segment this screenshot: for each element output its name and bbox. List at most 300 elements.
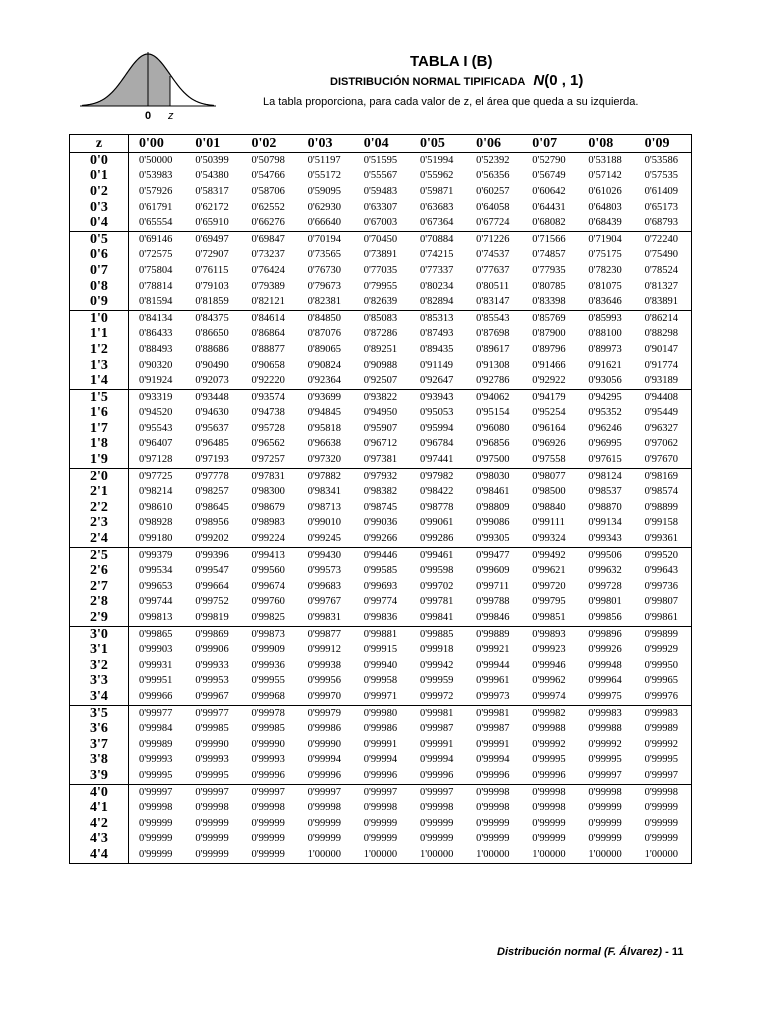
- table-row: [70, 263, 692, 279]
- table-cell: 0'88686: [195, 343, 229, 355]
- table-cell: 0'99999: [532, 833, 566, 845]
- row-z-value: 0'0: [70, 153, 129, 169]
- row-z-value: 2'6: [70, 563, 129, 579]
- table-cell: 0'95254: [532, 407, 566, 419]
- table-cell: 0'99923: [532, 644, 566, 656]
- table-cell: 0'99968: [251, 690, 285, 702]
- table-cell: 0'99999: [185, 847, 241, 863]
- table-cell: 0'99999: [635, 832, 692, 848]
- table-cell: 0'99702: [419, 580, 454, 592]
- table-cell: 0'98461: [476, 486, 510, 498]
- table-cell: 0'65910: [195, 217, 229, 229]
- table-cell: 0'98983: [251, 517, 285, 529]
- col-header: 0'05: [410, 135, 466, 153]
- table-cell: 0'90147: [635, 342, 692, 358]
- table-row: [70, 200, 692, 216]
- table-cell: 0'90658: [251, 359, 285, 371]
- table-cell: 0'99813: [139, 612, 173, 624]
- table-row: [70, 231, 692, 247]
- table-cell: 0'67003: [363, 217, 398, 229]
- table-cell: 0'67724: [476, 217, 510, 229]
- table-cell: 0'82894: [419, 296, 454, 308]
- table-cell: 1'00000: [410, 847, 466, 863]
- table-cell: 0'61791: [139, 201, 173, 213]
- row-z-value: 2'7: [70, 579, 129, 595]
- table-cell: 0'99998: [139, 802, 173, 814]
- row-z-value: 1'6: [70, 406, 129, 422]
- table-cell: 0'99086: [476, 517, 510, 529]
- table-cell: 0'68439: [588, 217, 622, 229]
- table-cell: 0'90490: [195, 359, 229, 371]
- shaded-area: [82, 54, 170, 106]
- table-cell: 0'98713: [307, 501, 342, 513]
- table-cell: 0'81859: [195, 296, 229, 308]
- table-cell: 0'79673: [307, 280, 342, 292]
- table-cell: 0'98870: [588, 501, 622, 513]
- table-cell: 0'98169: [635, 468, 692, 484]
- table-cell: 0'99987: [476, 723, 510, 735]
- table-row: [70, 169, 692, 185]
- table-cell: 0'92647: [419, 375, 454, 387]
- table-cell: 1'00000: [522, 847, 578, 863]
- table-cell: 0'95154: [476, 407, 510, 419]
- table-cell: 0'80785: [532, 280, 566, 292]
- table-cell: 0'99944: [476, 659, 510, 671]
- table-cell: 0'85993: [578, 310, 634, 326]
- table-cell: 0'97932: [354, 468, 410, 484]
- table-cell: 0'99992: [532, 738, 566, 750]
- table-cell: 0'97441: [419, 454, 454, 466]
- table-cell: 0'99990: [195, 738, 229, 750]
- row-z-value: 0'7: [70, 263, 129, 279]
- table-cell: 0'99976: [635, 689, 692, 705]
- table-cell: 0'91308: [476, 359, 510, 371]
- table-cell: 0'99819: [195, 612, 229, 624]
- table-cell: 0'84134: [129, 310, 186, 326]
- notation-params: (0 , 1): [544, 72, 584, 89]
- table-cell: 0'99999: [419, 817, 454, 829]
- col-header: 0'03: [298, 135, 354, 153]
- table-cell: 0'53188: [588, 154, 622, 166]
- table-cell: 1'00000: [354, 847, 410, 863]
- table-cell: 0'93699: [298, 389, 354, 405]
- table-cell: 0'99995: [635, 753, 692, 769]
- table-cell: 0'98679: [251, 501, 285, 513]
- table-row: [70, 406, 692, 422]
- table-cell: 0'73565: [307, 249, 342, 261]
- table-cell: 0'99896: [578, 626, 634, 642]
- table-cell: 0'61026: [588, 185, 622, 197]
- table-cell: 0'94630: [195, 407, 229, 419]
- table-cell: 0'99998: [251, 802, 285, 814]
- table-cell: 0'85083: [354, 310, 410, 326]
- notation-n: N: [533, 72, 545, 89]
- table-row: [70, 248, 692, 264]
- table-cell: 0'99958: [363, 675, 398, 687]
- table-cell: 0'88877: [251, 343, 285, 355]
- table-row: [70, 547, 692, 563]
- row-z-value: 1'1: [70, 327, 129, 343]
- row-z-value: 4'2: [70, 816, 129, 832]
- table-cell: 0'95728: [251, 422, 285, 434]
- table-cell: 0'85543: [466, 310, 522, 326]
- table-cell: 0'97831: [241, 468, 297, 484]
- table-cell: 0'94408: [635, 389, 692, 405]
- table-cell: 0'98030: [466, 468, 522, 484]
- table-cell: 0'81594: [139, 296, 173, 308]
- table-cell: 0'94950: [363, 407, 398, 419]
- table-cell: 0'99999: [476, 817, 510, 829]
- table-cell: 0'98809: [476, 501, 510, 513]
- table-cell: 0'99999: [363, 817, 398, 829]
- table-row: [70, 847, 692, 863]
- col-header: 0'08: [578, 135, 634, 153]
- table-cell: 0'87286: [363, 328, 398, 340]
- table-cell: 0'91924: [139, 375, 173, 387]
- row-z-value: 0'5: [70, 231, 129, 247]
- table-cell: 0'99899: [635, 626, 692, 642]
- table-cell: 0'99111: [532, 517, 565, 529]
- table-cell: 0'95994: [419, 422, 454, 434]
- table-cell: 0'98341: [307, 486, 342, 498]
- table-cell: 0'80511: [476, 280, 510, 292]
- table-cell: 0'99993: [251, 754, 285, 766]
- footer-text: Distribución normal (F. Álvarez): [497, 946, 663, 958]
- table-cell: 0'99997: [354, 784, 410, 800]
- table-cell: 0'73891: [363, 249, 398, 261]
- table-cell: 0'99980: [354, 705, 410, 721]
- table-cell: 0'99998: [363, 802, 398, 814]
- table-cell: 0'99972: [419, 690, 454, 702]
- table-cell: 0'70194: [298, 231, 354, 247]
- table-cell: 0'99986: [307, 723, 342, 735]
- table-cell: 0'99997: [298, 784, 354, 800]
- table-cell: 0'98214: [139, 486, 173, 498]
- row-z-value: 3'2: [70, 658, 129, 674]
- table-cell: 0'63307: [363, 201, 398, 213]
- table-cell: 0'69146: [129, 231, 186, 247]
- row-z-value: 4'1: [70, 800, 129, 816]
- table-cell: 0'99977: [129, 705, 186, 721]
- page-number: 11: [671, 946, 684, 958]
- table-cell: 0'99983: [578, 705, 634, 721]
- table-cell: 0'82381: [307, 296, 342, 308]
- footer: [497, 946, 683, 958]
- table-cell: 0'99999: [635, 816, 692, 832]
- table-cell: 0'64058: [476, 201, 510, 213]
- table-cell: 0'58317: [195, 185, 229, 197]
- table-cell: 0'99010: [307, 517, 342, 529]
- table-cell: 0'77035: [363, 264, 398, 276]
- table-row: [70, 753, 692, 769]
- table-row: [70, 421, 692, 437]
- table-cell: 0'99906: [195, 644, 229, 656]
- table-cell: 0'99996: [532, 769, 566, 781]
- table-cell: 0'98956: [195, 517, 229, 529]
- table-cell: 0'99956: [307, 675, 342, 687]
- table-cell: 0'99998: [307, 802, 342, 814]
- header-row: [70, 135, 692, 153]
- table-cell: 0'98899: [635, 500, 692, 516]
- table-cell: 0'99950: [635, 658, 692, 674]
- table-cell: 0'96080: [476, 422, 510, 434]
- table-cell: 0'99946: [532, 659, 566, 671]
- table-cell: 0'93943: [410, 389, 466, 405]
- table-cell: 0'90824: [307, 359, 342, 371]
- table-cell: 0'99994: [363, 754, 398, 766]
- table-cell: 0'99598: [419, 565, 454, 577]
- table-cell: 0'99973: [476, 690, 510, 702]
- table-cell: 0'56356: [476, 170, 510, 182]
- table-cell: 0'91774: [635, 358, 692, 374]
- table-row: [70, 500, 692, 516]
- row-z-value: 3'6: [70, 721, 129, 737]
- table-cell: 0'99918: [419, 644, 454, 656]
- table-cell: 0'99991: [419, 738, 454, 750]
- table-row: [70, 800, 692, 816]
- table-cell: 0'92364: [307, 375, 342, 387]
- table-row: [70, 215, 692, 231]
- table-cell: 0'99752: [195, 596, 229, 608]
- table-cell: 0'96327: [635, 421, 692, 437]
- table-cell: 0'71904: [578, 231, 634, 247]
- table-cell: 0'86433: [139, 328, 173, 340]
- table-cell: 0'99998: [419, 802, 454, 814]
- table-cell: 0'99967: [195, 690, 229, 702]
- table-cell: 0'56749: [532, 170, 566, 182]
- table-cell: 0'99736: [635, 579, 692, 595]
- table-cell: 0'99987: [419, 723, 454, 735]
- table-cell: 0'95907: [363, 422, 398, 434]
- table-cell: 0'66276: [251, 217, 285, 229]
- row-z-value: 2'5: [70, 547, 129, 563]
- col-header: 0'06: [466, 135, 522, 153]
- table-cell: 0'94520: [139, 407, 173, 419]
- table-cell: 0'50000: [139, 154, 173, 166]
- table-cell: 0'95543: [139, 422, 173, 434]
- row-z-value: 1'5: [70, 389, 129, 405]
- table-cell: 0'81075: [588, 280, 622, 292]
- table-cell: 0'89796: [532, 343, 566, 355]
- table-cell: 0'99991: [363, 738, 398, 750]
- table-cell: 1'00000: [298, 847, 354, 863]
- table-cell: 0'99683: [307, 580, 342, 592]
- row-z-value: 1'2: [70, 342, 129, 358]
- table-cell: 0'99643: [635, 563, 692, 579]
- col-header: 0'02: [241, 135, 297, 153]
- table-cell: 0'59095: [307, 185, 342, 197]
- row-z-value: 2'0: [70, 468, 129, 484]
- table-cell: 0'83398: [532, 296, 566, 308]
- row-z-value: 1'3: [70, 358, 129, 374]
- table-cell: 0'99996: [251, 769, 285, 781]
- table-row: [70, 626, 692, 642]
- table-cell: 0'96784: [419, 438, 454, 450]
- table-cell: 0'99984: [139, 723, 173, 735]
- table-cell: 0'80234: [419, 280, 454, 292]
- table-row: [70, 468, 692, 484]
- table-cell: 0'97500: [476, 454, 510, 466]
- table-cell: 0'99343: [588, 533, 622, 545]
- table-cell: 0'89251: [363, 343, 398, 355]
- table-cell: 0'99983: [635, 705, 692, 721]
- table-cell: 0'97725: [129, 468, 186, 484]
- table-cell: 0'74857: [532, 249, 566, 261]
- table-cell: 0'99653: [139, 580, 173, 592]
- page-title: TABLA I (B): [410, 53, 493, 70]
- row-z-value: 1'9: [70, 452, 129, 468]
- table-row: [70, 737, 692, 753]
- table-cell: 0'99997: [635, 768, 692, 784]
- table-cell: 0'79955: [363, 280, 398, 292]
- table-cell: 1'00000: [466, 847, 522, 863]
- table-cell: 0'99989: [635, 721, 692, 737]
- table-cell: 0'99996: [363, 769, 398, 781]
- table-cell: 0'99970: [307, 690, 342, 702]
- table-cell: 0'99994: [476, 754, 510, 766]
- table-cell: 0'95637: [195, 422, 229, 434]
- table-row: [70, 689, 692, 705]
- table-row: [70, 279, 692, 295]
- table-row: [70, 342, 692, 358]
- row-z-value: 3'9: [70, 768, 129, 784]
- table-cell: 0'73237: [251, 249, 285, 261]
- table-cell: 0'99999: [307, 833, 342, 845]
- table-cell: 0'99997: [129, 784, 186, 800]
- table-cell: 0'84850: [298, 310, 354, 326]
- table-cell: 0'99396: [185, 547, 241, 563]
- table-cell: 0'99865: [129, 626, 186, 642]
- table-cell: 0'87698: [476, 328, 510, 340]
- table-row: [70, 642, 692, 658]
- table-cell: 0'89065: [307, 343, 342, 355]
- table-cell: 0'99933: [195, 659, 229, 671]
- table-cell: 0'99993: [195, 754, 229, 766]
- table-cell: 0'99978: [241, 705, 297, 721]
- table-cell: 0'97882: [298, 468, 354, 484]
- table-cell: 0'99990: [307, 738, 342, 750]
- table-cell: 0'99995: [532, 754, 566, 766]
- table-row: [70, 358, 692, 374]
- table-cell: 0'99520: [635, 547, 692, 563]
- table-cell: 0'99788: [476, 596, 510, 608]
- table-cell: 0'99801: [588, 596, 622, 608]
- table-cell: 0'96856: [476, 438, 510, 450]
- table-row: [70, 153, 692, 169]
- table-cell: 0'99851: [532, 612, 566, 624]
- table-cell: 0'99929: [635, 642, 692, 658]
- table-cell: 0'99720: [532, 580, 566, 592]
- table-cell: 0'84614: [241, 310, 297, 326]
- table-cell: 0'88100: [588, 328, 622, 340]
- table-cell: 0'55172: [307, 170, 342, 182]
- table-cell: 1'00000: [578, 847, 634, 863]
- table-cell: 0'99158: [635, 516, 692, 532]
- table-cell: 0'99245: [307, 533, 342, 545]
- table-cell: 0'93822: [354, 389, 410, 405]
- table-cell: 0'86214: [635, 310, 692, 326]
- table-cell: 0'99744: [139, 596, 173, 608]
- table-cell: 0'99975: [588, 690, 622, 702]
- table-cell: 0'98077: [522, 468, 578, 484]
- table-cell: 0'78524: [635, 263, 692, 279]
- table-cell: 0'51595: [363, 154, 398, 166]
- table-cell: 0'62552: [251, 201, 285, 213]
- table-cell: 0'99379: [129, 547, 186, 563]
- table-cell: 0'86864: [251, 328, 285, 340]
- table-cell: 0'99971: [363, 690, 398, 702]
- table-row: [70, 674, 692, 690]
- table-cell: 0'99873: [241, 626, 297, 642]
- table-cell: 0'99774: [363, 596, 398, 608]
- table-cell: 0'99492: [522, 547, 578, 563]
- table-row: [70, 610, 692, 626]
- table-cell: 0'94062: [466, 389, 522, 405]
- table-cell: 0'99995: [195, 769, 229, 781]
- table-cell: 0'88298: [635, 327, 692, 343]
- table-cell: 0'90988: [363, 359, 398, 371]
- col-header: 0'00: [129, 135, 186, 153]
- table-cell: 0'70884: [410, 231, 466, 247]
- table-cell: 0'99959: [419, 675, 454, 687]
- row-z-value: 3'1: [70, 642, 129, 658]
- table-cell: 0'98928: [139, 517, 173, 529]
- table-cell: 0'99996: [307, 769, 342, 781]
- table-cell: 0'99286: [419, 533, 454, 545]
- row-z-value: 4'4: [70, 847, 129, 863]
- table-cell: 0'99942: [419, 659, 454, 671]
- table-cell: 0'96164: [532, 422, 566, 434]
- table-cell: 0'99985: [251, 723, 285, 735]
- table-cell: 0'99965: [635, 674, 692, 690]
- table-cell: 0'72907: [195, 249, 229, 261]
- table-cell: 0'76730: [307, 264, 342, 276]
- table-cell: 0'57535: [635, 169, 692, 185]
- table-cell: 0'99999: [588, 833, 622, 845]
- table-cell: 0'96638: [307, 438, 342, 450]
- normal-table: [69, 134, 692, 864]
- table-cell: 0'99889: [466, 626, 522, 642]
- table-cell: 0'99938: [307, 659, 342, 671]
- table-cell: 0'97615: [588, 454, 622, 466]
- table-cell: 0'88493: [139, 343, 173, 355]
- table-cell: 0'97320: [307, 454, 342, 466]
- table-cell: 0'99846: [476, 612, 510, 624]
- table-row: [70, 784, 692, 800]
- table-cell: 0'65173: [635, 200, 692, 216]
- table-row: [70, 705, 692, 721]
- table-cell: 0'99940: [363, 659, 398, 671]
- table-cell: 0'99609: [476, 565, 510, 577]
- table-cell: 0'99632: [588, 565, 622, 577]
- table-cell: 0'97128: [139, 454, 173, 466]
- table-cell: 0'62930: [307, 201, 342, 213]
- table-cell: 0'98645: [195, 501, 229, 513]
- table-cell: 0'77637: [476, 264, 510, 276]
- table-cell: 0'99711: [476, 580, 510, 592]
- table-cell: 0'64803: [588, 201, 622, 213]
- table-row: [70, 563, 692, 579]
- table-cell: 0'99999: [195, 817, 229, 829]
- table-cell: 0'99977: [185, 705, 241, 721]
- table-cell: 0'95818: [307, 422, 342, 434]
- table-cell: 0'99936: [251, 659, 285, 671]
- table-cell: 0'92922: [532, 375, 566, 387]
- table-row: [70, 579, 692, 595]
- table-cell: 0'97982: [410, 468, 466, 484]
- z-header: z: [70, 135, 129, 153]
- table-cell: 0'68082: [532, 217, 566, 229]
